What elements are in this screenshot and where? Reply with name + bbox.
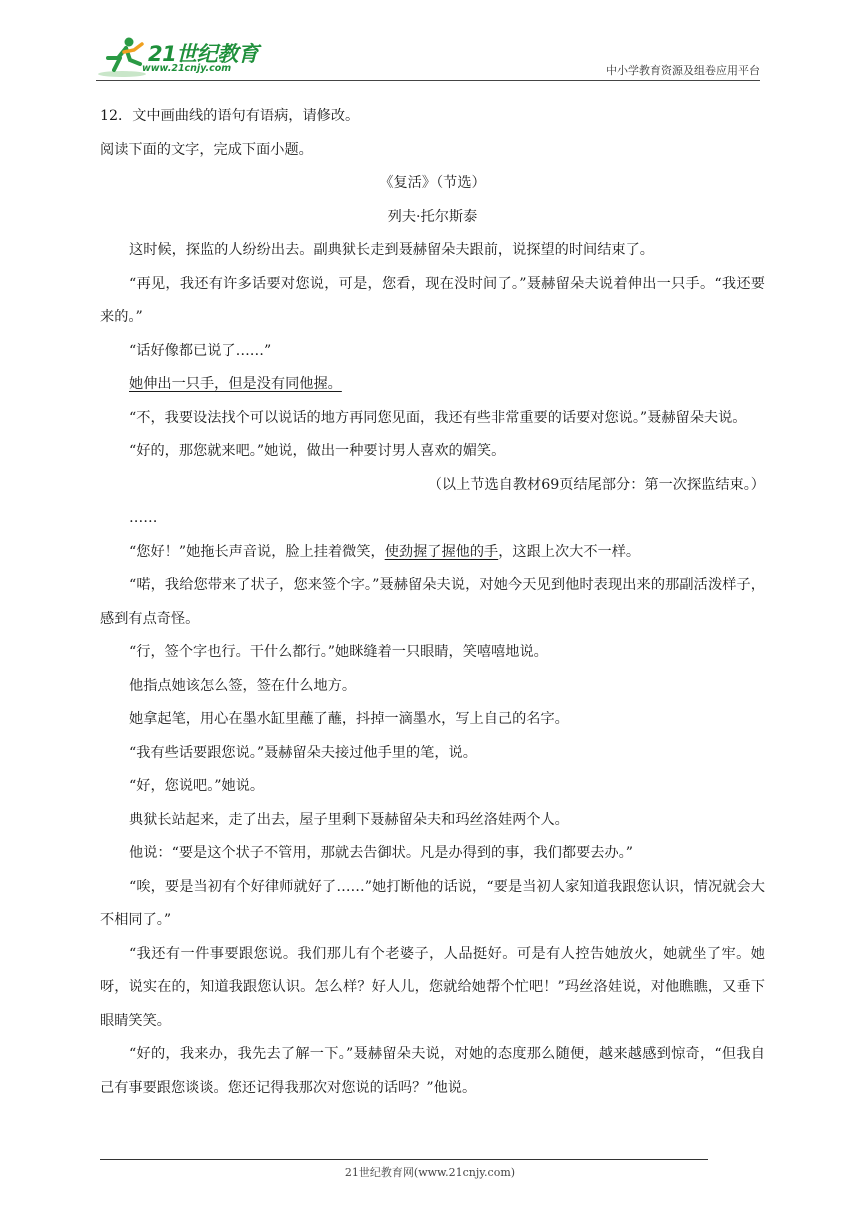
footer-divider	[100, 1159, 708, 1160]
paragraph: 她拿起笔，用心在墨水缸里蘸了蘸，抖掉一滴墨水，写上自己的名字。	[129, 711, 569, 727]
underlined-phrase: 使劲握了握他的手	[384, 543, 499, 560]
page-header	[96, 34, 760, 80]
excerpt-note: （以上节选自教材69页结尾部分：第一次探监结束。）	[427, 476, 765, 493]
paragraph: 这时候，探监的人纷纷出去。副典狱长走到聂赫留朵夫跟前，说探望的时间结束了。	[129, 242, 654, 258]
reading-instruction: 阅读下面的文字，完成下面小题。	[100, 141, 313, 158]
passage-title: 《复活》（节选）	[379, 175, 486, 191]
paragraph	[100, 536, 765, 570]
page-footer: 21世纪教育网(www.21cnjy.com)	[344, 1166, 516, 1179]
ellipsis: ……	[129, 510, 158, 526]
text-span: ，这跟上次大不一样。	[498, 543, 641, 560]
paragraph: “我有些话要跟您说。”聂赫留朵夫接过他手里的笔，说。	[129, 744, 477, 761]
paragraph: “话好像都已说了……”	[129, 342, 272, 359]
paragraph: 他指点她该怎么签，签在什么地方。	[129, 677, 357, 694]
paragraph: “唉，要是当初有个好律师就好了……”她打断他的话说，“要是当初人家知道我跟您认识，情况就会大不相同了。”	[100, 878, 765, 928]
paragraph: 典狱长站起来，走了出去，屋子里剩下聂赫留朵夫和玛丝洛娃两个人。	[129, 811, 569, 828]
passage-author: 列夫·托尔斯泰	[387, 208, 478, 225]
underlined-sentence: 她伸出一只手，但是没有同他握。	[129, 376, 342, 392]
paragraph: 他说：“要是这个状子不管用，那就去告御状。凡是办得到的事，我们都要去办。”	[129, 845, 633, 861]
question-12: 12．文中画曲线的语句有语病，请修改。	[100, 108, 360, 124]
platform-name: 中小学教育资源及组卷应用平台	[606, 64, 760, 77]
logo-text: 21世纪教育	[148, 42, 259, 66]
header-divider	[96, 80, 760, 81]
paragraph-underlined	[100, 368, 765, 402]
paragraph: “再见，我还有许多话要对您说，可是，您看，现在没时间了。”聂赫留朵夫说着伸出一只手。“我还要来的。”	[100, 275, 765, 325]
document-body	[100, 100, 765, 1105]
paragraph: “好，您说吧。”她说。	[129, 778, 265, 794]
paragraph: “好的，我来办，我先去了解一下。”聂赫留朵夫说，对她的态度那么随便，越来越感到惊奇，“但我自己有事要跟您谈谈。您还记得我那次对您说的话吗？”他说。	[100, 1046, 765, 1096]
logo-url: www.21cnjy.com	[142, 63, 232, 74]
logo	[96, 34, 266, 80]
paragraph: “好的，那您就来吧。”她说，做出一种要讨男人喜欢的媚笑。	[129, 443, 506, 459]
paragraph: “行，签个字也行。干什么都行。”她眯缝着一只眼睛，笑嘻嘻地说。	[129, 644, 548, 660]
paragraph: “我还有一件事要跟您说。我们那儿有个老婆子，人品挺好。可是有人控告她放火，她就坐了牢。她呀，说实在的，知道我跟您认识。怎么样？好人儿，您就给她帮个忙吧！”玛丝洛娃说，对他瞧瞧，又垂下眼睛笑笑。	[100, 945, 765, 1029]
paragraph: “不，我要设法找个可以说话的地方再同您见面，我还有些非常重要的话要对您说。”聂赫留朵夫说。	[129, 409, 747, 426]
paragraph: “喏，我给您带来了状子，您来签个字。”聂赫留朵夫说，对她今天见到他时表现出来的那副活泼样子，感到有点奇怪。	[100, 577, 765, 627]
text-span: “您好！”她拖长声音说，脸上挂着微笑，	[129, 543, 385, 560]
